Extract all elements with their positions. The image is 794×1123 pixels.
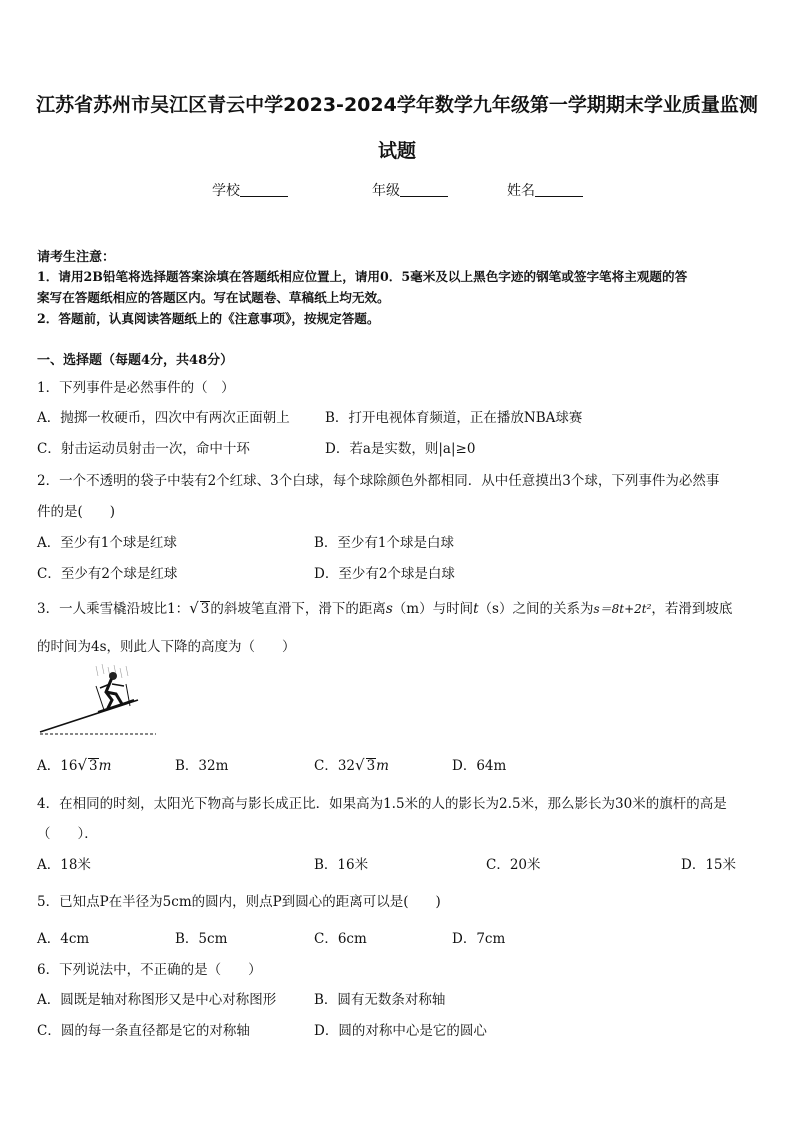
notice-item1-line1: 1．请用2B铅笔将选择题答案涂填在答题纸相应位置上，请用0．5毫米及以上黑色字迹的钢笔或签字笔将主观题的答: [37, 269, 688, 284]
q5-option-a[interactable]: A．4cm: [37, 931, 90, 947]
q3-stem-line2: 的时间为4s，则此人下降的高度为（ ）: [37, 639, 296, 655]
q2-option-b[interactable]: B．至少有1个球是白球: [314, 535, 455, 551]
name-blank[interactable]: [535, 182, 583, 197]
q1-option-d[interactable]: D．若a是实数，则|a|≥0: [325, 441, 476, 457]
q2-option-d[interactable]: D．至少有2个球是白球: [314, 566, 455, 582]
q3-option-c-prefix: C．32: [314, 758, 356, 774]
q4-stem-line2: （ ）．: [37, 826, 98, 842]
exam-title-line1: 江苏省苏州市吴江区青云中学2023-2024学年数学九年级第一学期期末学业质量监测: [36, 94, 758, 116]
name-field: [507, 180, 583, 200]
q5-option-d[interactable]: D．7cm: [452, 931, 506, 947]
notice-heading: 请考生注意：: [37, 250, 116, 265]
notice-item1-line2: 案写在答题纸相应的答题区内。写在试题卷、草稿纸上均无效。: [37, 290, 390, 305]
q3-stem-part4: 之间的关系为: [512, 601, 594, 617]
q6-option-a[interactable]: A．圆既是轴对称图形又是中心对称图形: [37, 992, 277, 1008]
grade-label: 年级: [372, 183, 400, 199]
q3-unit-s: （s）: [478, 601, 513, 617]
q1-option-a[interactable]: A．抛掷一枚硬币，四次中有两次正面朝上: [37, 410, 290, 426]
sqrt-icon: √: [355, 756, 365, 774]
q3-option-a-root: 3: [89, 758, 98, 774]
grade-field: [372, 180, 448, 200]
q2-stem-line1: 2．一个不透明的袋子中装有2个红球、3个白球，每个球除颜色外都相同．从中任意摸出3个球，下列事件为必然事: [37, 473, 720, 489]
q4-option-b[interactable]: B．16米: [314, 857, 369, 873]
q3-option-c-root: 3: [366, 758, 376, 774]
sqrt-icon: √: [77, 756, 87, 774]
q6-option-b[interactable]: B．圆有无数条对称轴: [314, 992, 446, 1008]
sqrt-icon: √: [189, 599, 199, 617]
q3-unit-m: （m）: [392, 601, 433, 617]
q6-option-d[interactable]: D．圆的对称中心是它的圆心: [314, 1023, 487, 1039]
q3-option-a-unit: m: [98, 758, 112, 774]
q6-stem: 6．下列说法中，不正确的是（ ）: [37, 962, 262, 978]
q1-option-c[interactable]: C．射击运动员射击一次，命中十环: [37, 441, 250, 457]
school-field: [212, 180, 288, 200]
exam-title: [30, 82, 764, 174]
q3-stem-part1: 3．一人乘雪橇沿坡比1：: [37, 601, 190, 617]
q5-option-c[interactable]: C．6cm: [314, 931, 367, 947]
q4-option-c[interactable]: C．20米: [486, 857, 541, 873]
q3-var-t: t: [473, 601, 479, 617]
q5-stem: 5．已知点P在半径为5cm的圆内，则点P到圆心的距离可以是( ): [37, 894, 441, 910]
q2-option-c[interactable]: C．至少有2个球是红球: [37, 566, 178, 582]
school-blank[interactable]: [240, 182, 288, 197]
q3-var-s: s: [385, 601, 393, 617]
school-label: 学校: [212, 183, 240, 199]
q4-stem-line1: 4．在相同的时刻，太阳光下物高与影长成正比．如果高为1.5米的人的影长为2.5米，那么影长为30米的旗杆的高是: [37, 796, 727, 812]
q3-option-c[interactable]: [314, 754, 389, 774]
name-label: 姓名: [507, 183, 535, 199]
q6-option-c[interactable]: C．圆的每一条直径都是它的对称轴: [37, 1023, 250, 1039]
q1-option-b[interactable]: B．打开电视体育频道，正在播放NBA球赛: [325, 410, 583, 426]
q4-option-d[interactable]: D．15米: [681, 857, 737, 873]
skier-slope-figure: [38, 662, 163, 740]
q3-option-c-unit: m: [376, 758, 389, 774]
q3-option-a-prefix: A．16: [37, 758, 78, 774]
q4-option-a[interactable]: A．18米: [37, 857, 91, 873]
q1-stem: 1．下列事件是必然事件的（ ）: [37, 380, 235, 396]
q3-stem-line1: [37, 597, 732, 617]
q3-option-b[interactable]: B．32m: [175, 758, 229, 774]
q3-stem-part5: ，若滑到坡底: [651, 601, 733, 617]
q3-stem-part3: 与时间: [432, 601, 474, 617]
q3-option-d[interactable]: D．64m: [452, 758, 507, 774]
notice-item2: 2．答题前，认真阅读答题纸上的《注意事项》，按规定答题。: [37, 311, 380, 326]
q2-stem-line2: 件的是( ): [37, 504, 116, 520]
exam-title-line2: 试题: [377, 140, 416, 162]
q3-option-a[interactable]: [37, 754, 111, 774]
grade-blank[interactable]: [400, 182, 448, 197]
q2-option-a[interactable]: A．至少有1个球是红球: [37, 535, 177, 551]
q3-stem-root: 3: [200, 601, 210, 617]
q3-formula: s＝8t+2t²: [593, 602, 652, 616]
q3-stem-part2: 的斜坡笔直滑下，滑下的距离: [210, 601, 386, 617]
q5-option-b[interactable]: B．5cm: [175, 931, 228, 947]
section-heading: 一、选择题（每题4分，共48分）: [37, 353, 234, 368]
